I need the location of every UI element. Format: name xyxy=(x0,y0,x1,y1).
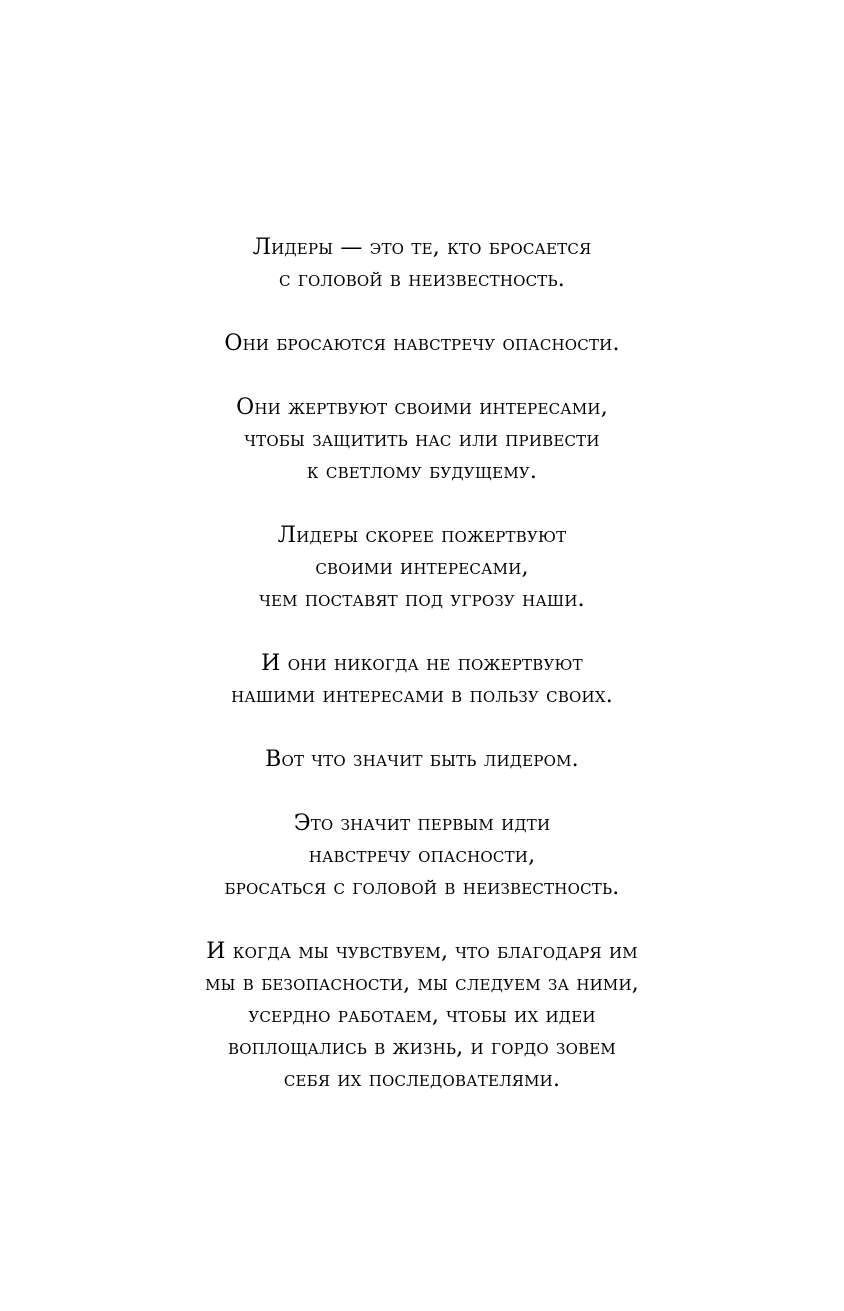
stanza-4 xyxy=(0,520,844,616)
stanza-7 xyxy=(0,808,844,904)
text-line: с головой в неизвестность. xyxy=(279,267,565,292)
stanza-1 xyxy=(0,232,844,296)
text-line: воплощались в жизнь, и гордо зовем xyxy=(228,1035,616,1060)
text-line: чем поставят под угрозу наши. xyxy=(259,587,585,612)
text-line: И они никогда не пожертвуют xyxy=(261,651,583,676)
stanza-3 xyxy=(0,392,844,488)
text-line: Это значит первым идти xyxy=(293,811,551,836)
text-line: навстречу опасности, xyxy=(308,843,536,868)
text-line: своими интересами, xyxy=(315,555,529,580)
stanza-2 xyxy=(0,328,844,360)
text-line: себя их последователями. xyxy=(283,1067,561,1092)
text-line: нашими интересами в пользу своих. xyxy=(231,683,613,708)
text-line: Они жертвуют своими интересами, xyxy=(236,395,608,420)
text-line: Лидеры — это те, кто бросается xyxy=(252,235,592,260)
text-line: И когда мы чувствуем, что благодаря им xyxy=(206,939,638,964)
text-line: к светлому будущему. xyxy=(306,459,538,484)
stanza-5 xyxy=(0,648,844,712)
text-line: Они бросаются навстречу опасности. xyxy=(224,331,620,356)
stanza-8 xyxy=(0,936,844,1096)
text-line: усердно работаем, чтобы их идеи xyxy=(248,1003,596,1028)
text-line: Вот что значит быть лидером. xyxy=(265,747,579,772)
text-line: чтобы защитить нас или привести xyxy=(244,427,600,452)
text-line: мы в безопасности, мы следуем за ними, xyxy=(205,971,639,996)
stanza-6 xyxy=(0,744,844,776)
book-page xyxy=(0,232,844,1128)
text-line: Лидеры скорее пожертвуют xyxy=(277,523,567,548)
text-line: бросаться с головой в неизвестность. xyxy=(224,875,620,900)
